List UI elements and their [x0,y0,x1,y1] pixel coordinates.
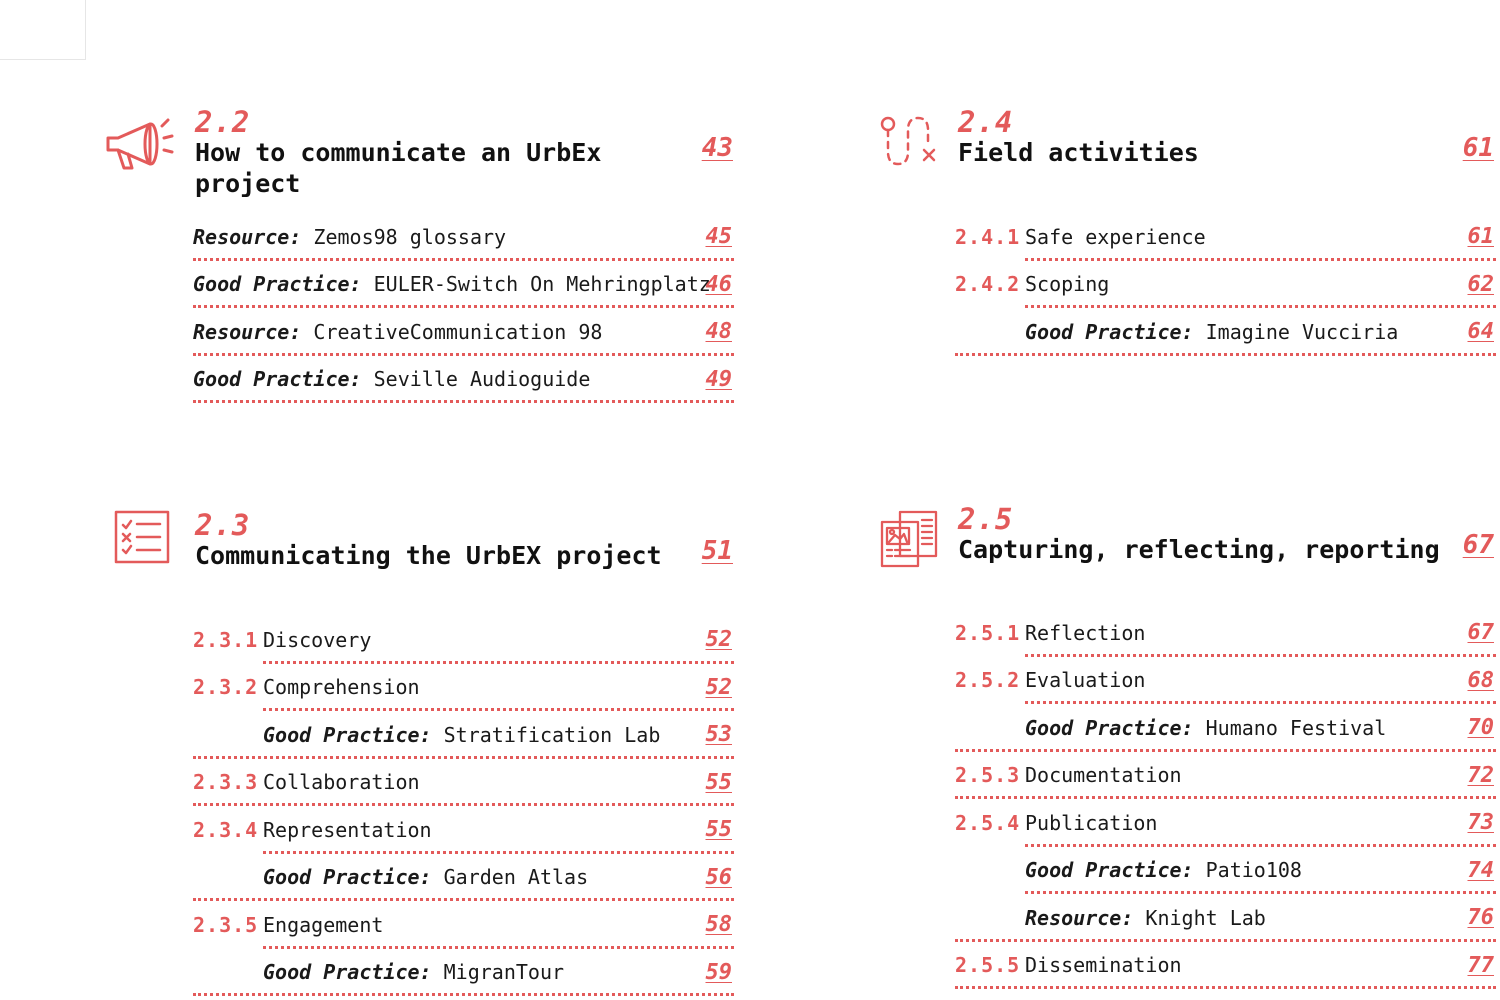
entry-page-link[interactable]: 64 [1467,319,1494,345]
toc-entry[interactable] [193,759,734,807]
section-number: 2.5 [958,502,1014,536]
toc-list-2-4 [955,213,1496,356]
section-number: 2.3 [195,508,251,542]
toc-entry[interactable] [193,308,734,356]
entry-text: EULER-Switch On Mehringplatz [373,272,711,297]
entry-kind: Good Practice: [263,722,432,747]
section-number: 2.2 [195,105,251,139]
entry-number: 2.5.2 [955,668,1021,693]
toc-entry[interactable] [193,356,734,404]
route-map-icon [878,112,942,172]
entry-text: Safe experience [1025,224,1206,249]
entry-page-link[interactable]: 46 [705,271,732,297]
corner-frame [0,0,86,60]
toc-entry[interactable] [955,894,1496,942]
entry-kind: Resource: [193,224,302,249]
entry-kind: Good Practice: [1025,858,1194,883]
entry-text: Evaluation [1025,668,1146,693]
toc-list-2-2 [193,213,734,403]
toc-entry[interactable] [955,261,1496,309]
toc-entry[interactable] [193,261,734,309]
toc-entry[interactable] [955,704,1496,752]
toc-entry[interactable] [955,799,1496,847]
entry-page-link[interactable]: 76 [1467,905,1494,931]
section-header-2-4 [958,107,1494,168]
entry-text: MigranTour [443,960,565,985]
entry-number: 2.5.5 [955,953,1021,978]
toc-entry[interactable] [955,308,1496,356]
entry-number: 2.3.2 [193,675,259,700]
toc-entry[interactable] [193,711,734,759]
entry-text: Comprehension [263,675,420,700]
section-page-link[interactable]: 61 [1462,133,1494,163]
entry-text: Knight Lab [1145,905,1266,930]
toc-entry[interactable] [955,942,1496,990]
section-title: How to communicate an UrbEx [195,138,602,167]
entry-kind: Good Practice: [263,865,432,890]
section-page-link[interactable]: 43 [701,133,733,163]
toc-entry[interactable] [955,609,1496,657]
entry-text: Discovery [263,627,372,652]
toc-entry[interactable] [193,664,734,712]
entry-page-link[interactable]: 68 [1467,667,1494,693]
entry-number: 2.5.1 [955,620,1021,645]
entry-number: 2.3.5 [193,912,259,937]
entry-number: 2.3.3 [193,770,259,795]
toc-entry[interactable] [193,213,734,261]
entry-page-link[interactable]: 70 [1467,715,1494,741]
entry-page-link[interactable]: 61 [1467,224,1494,250]
entry-text: Reflection [1025,620,1146,645]
entry-number: 2.5.3 [955,763,1021,788]
entry-page-link[interactable]: 45 [705,224,732,250]
checklist-icon [114,510,170,564]
section-title: Communicating the UrbEX project [195,541,662,570]
entry-number: 2.4.1 [955,224,1021,249]
entry-text: Collaboration [263,770,420,795]
entry-kind: Resource: [1025,905,1134,930]
entry-page-link[interactable]: 59 [705,959,732,985]
entry-page-link[interactable]: 52 [705,674,732,700]
section-page-link[interactable]: 51 [701,536,733,566]
entry-text: Patio108 [1205,858,1302,883]
entry-kind: Good Practice: [193,272,362,297]
megaphone-icon [104,112,182,174]
section-title: Capturing, reflecting, reporting [958,535,1440,564]
entry-number: 2.5.4 [955,810,1021,835]
section-page-link[interactable]: 67 [1462,530,1494,560]
entry-text: Engagement [263,912,384,937]
toc-entry[interactable] [193,901,734,949]
entry-text: Seville Audioguide [373,367,591,392]
entry-page-link[interactable]: 56 [705,864,732,890]
entry-text: Documentation [1025,763,1182,788]
toc-entry[interactable] [955,752,1496,800]
toc-entry[interactable] [193,806,734,854]
entry-kind: Good Practice: [263,960,432,985]
toc-entry[interactable] [193,949,734,997]
entry-page-link[interactable]: 55 [705,817,732,843]
entry-text: Zemos98 glossary [313,224,507,249]
section-title-cont: project [195,169,301,198]
toc-entry[interactable] [955,847,1496,895]
entry-kind: Good Practice: [1025,319,1194,344]
section-header-2-3 [195,510,733,571]
entry-text: Imagine Vucciria [1205,319,1399,344]
entry-text: Publication [1025,810,1158,835]
section-header-2-2 [195,107,733,199]
entry-text: CreativeCommunication 98 [313,319,603,344]
entry-kind: Good Practice: [1025,715,1194,740]
section-number: 2.4 [958,105,1014,139]
entry-text: Scoping [1025,272,1110,297]
entry-page-link[interactable]: 52 [705,627,732,653]
entry-kind: Good Practice: [193,367,362,392]
entry-page-link[interactable]: 74 [1467,857,1494,883]
document-layout-icon [880,510,938,568]
entry-page-link[interactable]: 72 [1467,762,1494,788]
toc-list-2-3 [193,616,734,996]
toc-list-2-5 [955,609,1496,989]
toc-entry[interactable] [955,213,1496,261]
entry-page-link[interactable]: 48 [705,319,732,345]
entry-text: Garden Atlas [443,865,589,890]
entry-text: Dissemination [1025,953,1182,978]
entry-page-link[interactable]: 53 [705,722,732,748]
entry-kind: Resource: [193,319,302,344]
toc-entry[interactable] [193,854,734,902]
toc-entry[interactable] [955,657,1496,705]
entry-page-link[interactable]: 55 [705,769,732,795]
entry-page-link[interactable]: 58 [705,912,732,938]
entry-page-link[interactable]: 62 [1467,271,1494,297]
entry-page-link[interactable]: 49 [705,366,732,392]
toc-entry[interactable] [193,616,734,664]
entry-page-link[interactable]: 67 [1467,620,1494,646]
section-header-2-5 [958,504,1494,565]
entry-number: 2.3.1 [193,627,259,652]
entry-text: Representation [263,817,432,842]
entry-text: Humano Festival [1205,715,1387,740]
entry-text: Stratification Lab [443,722,661,747]
entry-number: 2.4.2 [955,272,1021,297]
section-title: Field activities [958,138,1199,167]
entry-page-link[interactable]: 77 [1467,952,1494,978]
entry-number: 2.3.4 [193,817,259,842]
entry-page-link[interactable]: 73 [1467,810,1494,836]
